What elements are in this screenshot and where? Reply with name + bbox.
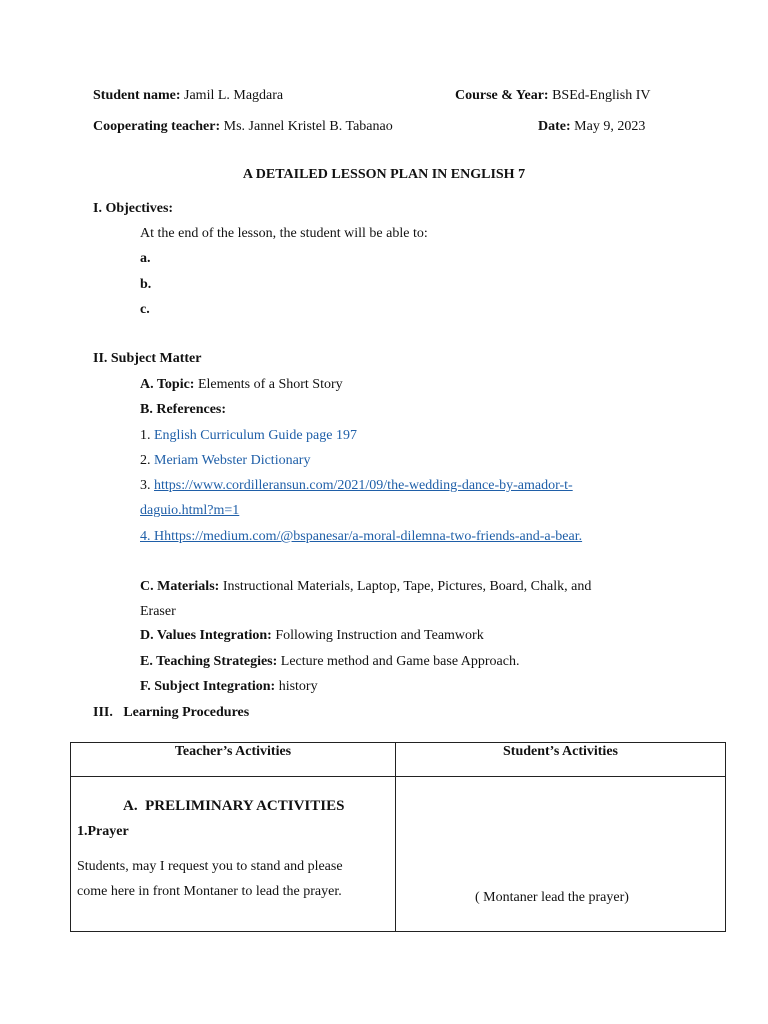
teacher-activities-cell <box>71 777 396 932</box>
student-name-value: Jamil L. Magdara <box>184 88 284 103</box>
topic-value: Elements of a Short Story <box>197 377 343 392</box>
reference-3-link[interactable]: https://www.cordilleransun.com/2021/09/the-wedding-dance-by-amador-t- <box>154 478 573 493</box>
prayer-heading: 1.Prayer <box>77 824 129 839</box>
date-value: May 9, 2023 <box>574 119 646 134</box>
objectives-intro: At the end of the lesson, the student will be able to: <box>140 226 428 241</box>
materials-label: C. Materials: <box>140 579 220 594</box>
topic-line <box>140 377 343 393</box>
reference-2-text: Meriam Webster Dictionary <box>154 453 311 468</box>
reference-1-number: 1. <box>140 428 151 443</box>
reference-3-number: 3. <box>140 478 151 493</box>
materials-continued: Eraser <box>140 604 176 619</box>
course-year-value: BSEd-English IV <box>552 88 651 103</box>
teaching-strategies-value: Lecture method and Game base Approach. <box>280 654 520 669</box>
cooperating-teacher-label: Cooperating teacher: <box>93 119 221 134</box>
document-title: A DETAILED LESSON PLAN IN ENGLISH 7 <box>242 167 526 182</box>
teaching-strategies-line <box>140 654 519 670</box>
reference-3-link-continued[interactable]: daguio.html?m=1 <box>140 503 240 518</box>
subject-integration-label: F. Subject Integration: <box>140 679 276 694</box>
preliminary-activities-heading: A. PRELIMINARY ACTIVITIES <box>123 798 345 814</box>
learning-procedures-table <box>70 742 726 932</box>
student-activities-cell <box>396 777 726 932</box>
reference-2-number: 2. <box>140 453 151 468</box>
references-label: B. References: <box>140 402 227 417</box>
objective-item-b: b. <box>140 277 152 292</box>
objectives-heading: I. Objectives: <box>93 201 174 216</box>
subject-integration-value: history <box>278 679 318 694</box>
materials-value: Instructional Materials, Laptop, Tape, Pictures, Board, Chalk, and <box>222 579 592 594</box>
subject-integration-line <box>140 679 318 695</box>
cooperating-teacher-line <box>93 119 393 135</box>
cooperating-teacher-value: Ms. Jannel Kristel B. Tabanao <box>223 119 393 134</box>
student-activities-header: Student’s Activities <box>396 743 726 777</box>
reference-4-link[interactable]: 4. Hhttps://medium.com/@bspanesar/a-moral-dilemna-two-friends-and-a-bear. <box>140 529 583 544</box>
teacher-prayer-line-1: Students, may I request you to stand and please <box>77 859 343 874</box>
reference-3 <box>140 478 573 494</box>
date-label: Date: <box>538 119 571 134</box>
student-name-label: Student name: <box>93 88 181 103</box>
subject-matter-heading: II. Subject Matter <box>93 351 202 366</box>
reference-3-continued <box>140 503 239 519</box>
learning-procedures-heading: III. Learning Procedures <box>93 705 250 720</box>
teacher-prayer-line-2: come here in front Montaner to lead the prayer. <box>77 884 342 899</box>
table-row <box>71 777 726 932</box>
values-integration-line <box>140 628 484 644</box>
values-integration-label: D. Values Integration: <box>140 628 272 643</box>
reference-1-text: English Curriculum Guide page 197 <box>154 428 357 443</box>
objective-item-a: a. <box>140 251 151 266</box>
course-year-label: Course & Year: <box>455 88 549 103</box>
objective-item-c: c. <box>140 302 150 317</box>
student-prayer-response: ( Montaner lead the prayer) <box>475 890 629 905</box>
course-year-line <box>455 88 650 104</box>
student-name-line <box>93 88 283 104</box>
table-header-row <box>71 743 726 777</box>
teacher-activities-header: Teacher’s Activities <box>71 743 396 777</box>
reference-2 <box>140 453 310 469</box>
teaching-strategies-label: E. Teaching Strategies: <box>140 654 278 669</box>
date-line <box>538 119 645 135</box>
values-integration-value: Following Instruction and Teamwork <box>275 628 484 643</box>
reference-4 <box>140 529 582 545</box>
topic-label: A. Topic: <box>140 377 195 392</box>
materials-line <box>140 579 591 595</box>
reference-1 <box>140 428 357 444</box>
